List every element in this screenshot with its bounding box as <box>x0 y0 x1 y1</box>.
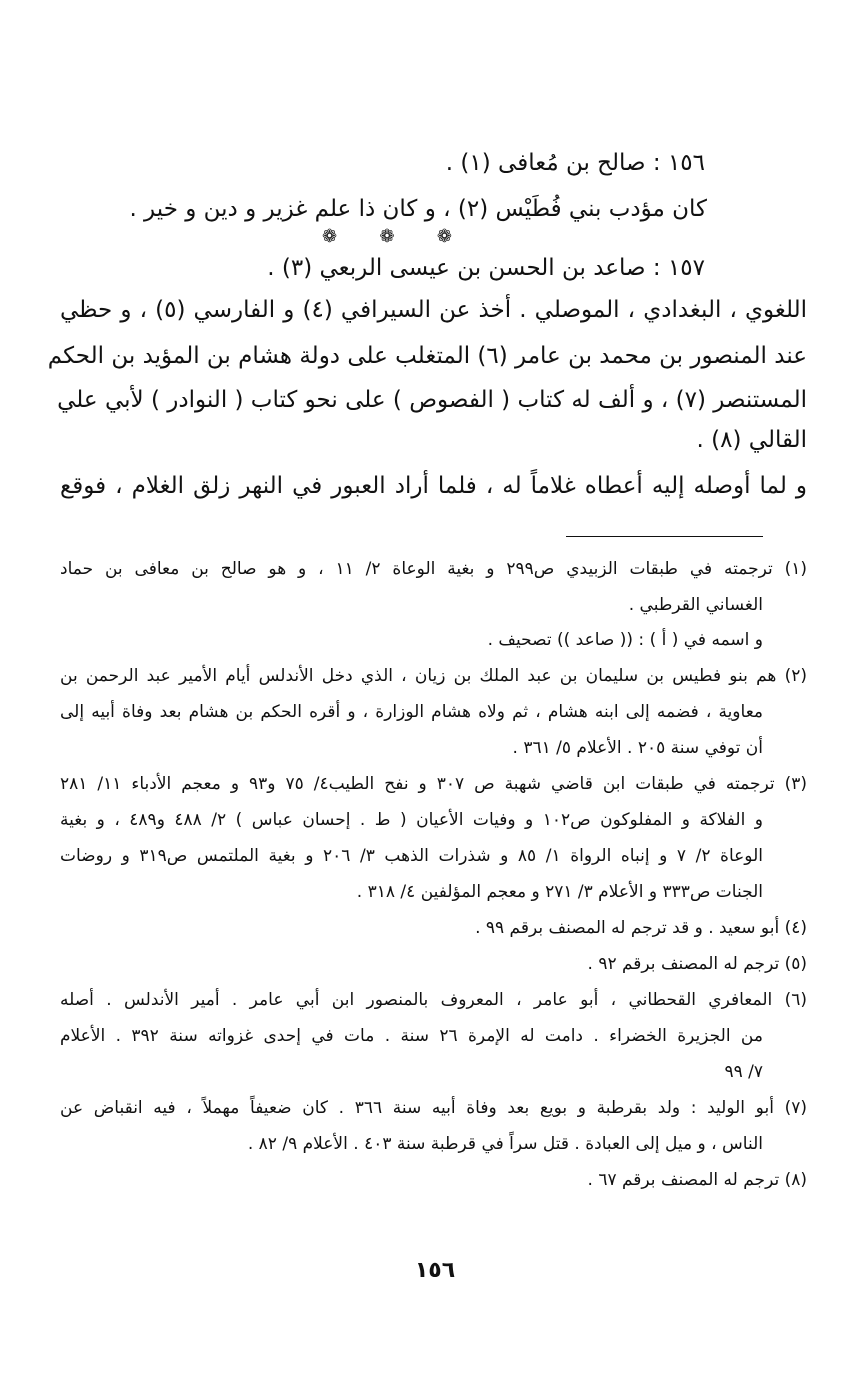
footnote-line: (٧) أبو الوليد : ولد بقرطبة و بويع بعد وفاة أبيه سنة ٣٦٦ . كان ضعيفاً مهملاً ، فيه انقباض عن <box>60 1098 807 1118</box>
footnote-line: (٥) ترجم له المصنف برقم ٩٢ . <box>587 954 807 974</box>
footnote-line: من الجزيرة الخضراء . دامت له الإمرة ٢٦ سنة . مات في إحدى غزواته سنة ٣٩٢ . الأعلام <box>60 1026 763 1046</box>
footnote-line: الغساني القرطبي . <box>628 595 763 615</box>
footnote-line: الجنات ص٣٣٣ و الأعلام ٣/ ٢٧١ و معجم المؤلفين ٤/ ٣١٨ . <box>356 882 763 902</box>
footnote-line: (١) ترجمته في طبقات الزبيدي ص٢٩٩ و بغية الوعاة ٢/ ١١ ، و هو صالح بن معافى بن حماد <box>60 559 807 579</box>
entry-157-heading: ١٥٧ : صاعد بن الحسن بن عيسى الربعي (٣) . <box>267 255 705 281</box>
entry-157-line: اللغوي ، البغدادي ، الموصلي . أخذ عن السيرافي (٤) و الفارسي (٥) ، و حظي <box>60 297 807 323</box>
flower-ornament-icon: ❁ <box>436 226 452 247</box>
footnote-line: أن توفي سنة ٢٠٥ . الأعلام ٥/ ٣٦١ . <box>512 738 763 758</box>
section-separator <box>322 226 452 248</box>
entry-157-line: و لما أوصله إليه أعطاه غلاماً له ، فلما أراد العبور في النهر زلق الغلام ، فوقع <box>60 473 807 499</box>
footnote-line: و اسمه في ( أ ) : (( صاعد )) تصحيف . <box>487 630 763 650</box>
entry-157-line: عند المنصور بن محمد بن عامر (٦) المتغلب على دولة هشام بن المؤيد بن الحكم <box>47 343 807 369</box>
footnote-line: ٧/ ٩٩ <box>724 1062 763 1082</box>
footnote-line: و الفلاكة و المفلوكون ص١٠٢ و وفيات الأعيان ( ط . إحسان عباس ) ٢/ ٤٨٨ و٤٨٩ ، و بغية <box>60 810 763 830</box>
footnote-line: الناس ، و ميل إلى العبادة . قتل سراً في قرطبة سنة ٤٠٣ . الأعلام ٩/ ٨٢ . <box>247 1134 763 1154</box>
footnote-line: (٣) ترجمته في طبقات ابن قاضي شهبة ص ٣٠٧ و نفح الطيب٤/ ٧٥ و٩٣ و معجم الأدباء ١١/ ٢٨١ <box>60 774 807 794</box>
footnote-line: (٢) هم بنو فطيس بن سليمان بن عبد الملك بن زيان ، الذي دخل الأندلس أيام الأمير عبد الرحمن بن <box>60 666 807 686</box>
page-number: ١٥٦ <box>414 1258 456 1283</box>
flower-ornament-icon: ❁ <box>322 226 338 247</box>
footnote-line: (٨) ترجم له المصنف برقم ٦٧ . <box>587 1170 807 1190</box>
footnote-line: (٦) المعافري القحطاني ، أبو عامر ، المعروف بالمنصور ابن أبي عامر . أمير الأندلس . أصله <box>60 990 807 1010</box>
entry-156-heading: ١٥٦ : صالح بن مُعافى (١) . <box>445 150 705 176</box>
entry-156-body: كان مؤدب بني فُطَيْس (٢) ، و كان ذا علم غزير و دين و خير . <box>129 196 707 222</box>
footnote-divider <box>566 536 763 537</box>
entry-157-line: القالي (٨) . <box>696 427 807 453</box>
entry-157-line: المستنصر (٧) ، و ألف له كتاب ( الفصوص ) على نحو كتاب ( النوادر ) لأبي علي <box>57 387 807 413</box>
footnote-line: معاوية ، فضمه إلى ابنه هشام ، ثم ولاه هشام الوزارة ، و أقره الحكم بن هشام بعد وفاة أبيه إلى <box>60 702 763 722</box>
footnote-line: (٤) أبو سعيد . و قد ترجم له المصنف برقم ٩٩ . <box>475 918 807 938</box>
flower-ornament-icon: ❁ <box>379 226 395 247</box>
footnote-line: الوعاة ٢/ ٧ و إنباه الرواة ١/ ٨٥ و شذرات الذهب ٣/ ٢٠٦ و بغية الملتمس ص٣١٩ و روضات <box>60 846 763 866</box>
